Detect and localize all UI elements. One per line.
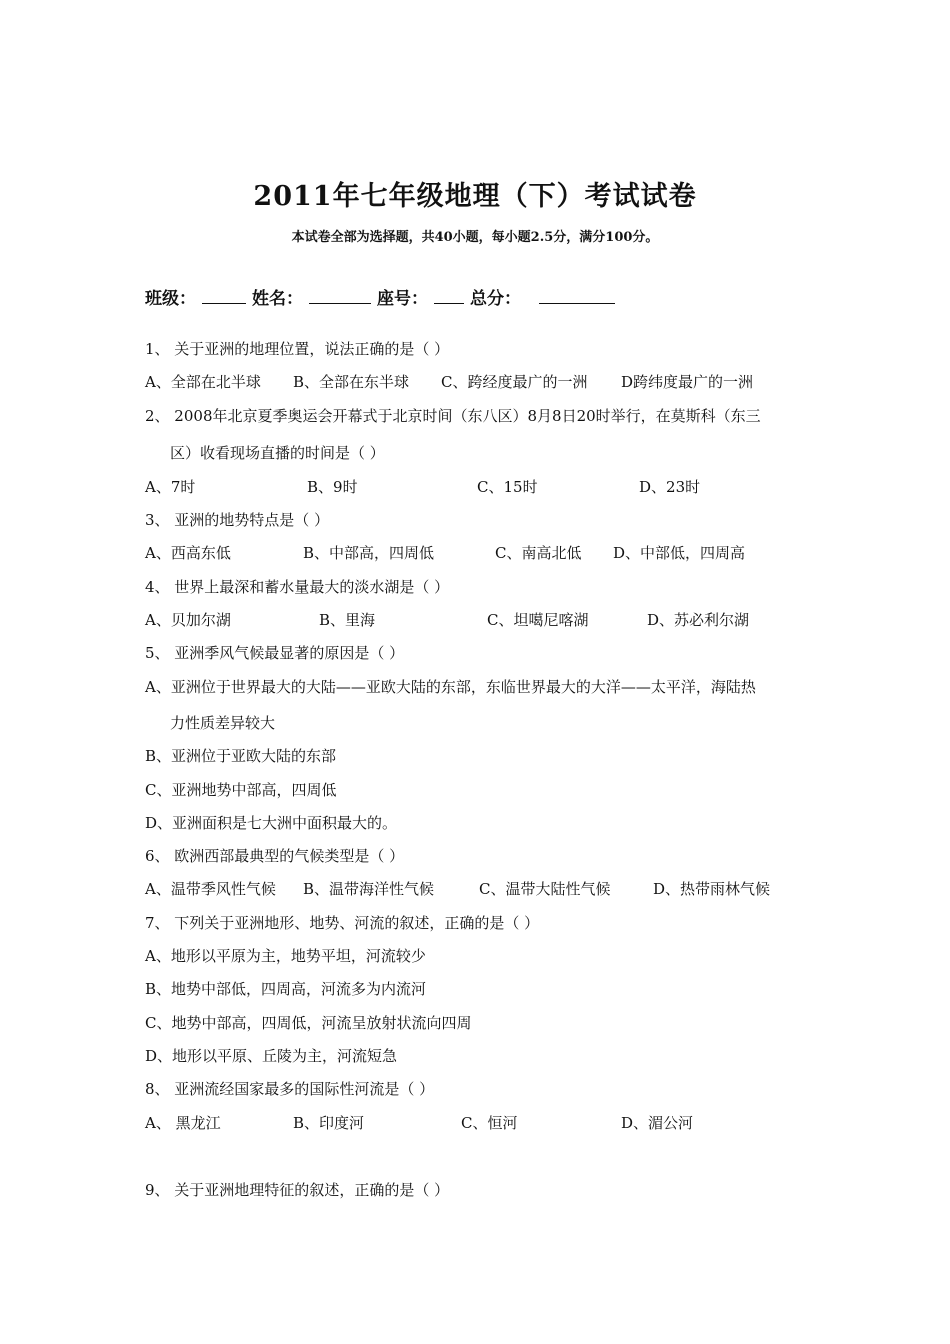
class-label: 班级： (145, 289, 196, 309)
name-label: 姓名： (252, 289, 303, 309)
score-label: 总分： (470, 289, 521, 309)
question-8-options (145, 1112, 845, 1132)
score-blank (539, 287, 615, 304)
name-blank (309, 287, 371, 304)
question-5-option-d: D、亚洲面积是七大洲中面积最大的。 (145, 814, 398, 832)
question-6-option-a: A、温带季风性气候 (145, 880, 276, 898)
question-1-stem: 1、 关于亚洲的地理位置，说法正确的是（ ） (145, 340, 450, 358)
question-4-option-b: B、里海 (319, 611, 376, 629)
question-4-option-c: C、坦噶尼喀湖 (487, 611, 589, 629)
question-6-option-c: C、温带大陆性气候 (479, 880, 611, 898)
question-8-stem: 8、 亚洲流经国家最多的国际性河流是（ ） (145, 1080, 435, 1098)
page-title: 2011年七年级地理（下）考试试卷 (253, 181, 697, 212)
question-2-option-a: A、7时 (145, 478, 196, 496)
question-5-option-a: A、亚洲位于世界最大的大陆——亚欧大陆的东部，东临世界最大的大洋——太平洋，海陆热 (145, 678, 756, 696)
question-3-option-a: A、西高东低 (145, 544, 231, 562)
question-5-option-c: C、亚洲地势中部高，四周低 (145, 781, 337, 799)
question-2-option-b: B、9时 (307, 478, 358, 496)
question-1-option-c: C、跨经度最广的一洲 (441, 373, 588, 391)
question-2-stem-cont: 区）收看现场直播的时间是（ ） (170, 444, 385, 462)
question-6-option-b: B、温带海洋性气候 (303, 880, 435, 898)
question-9-stem: 9、 关于亚洲地理特征的叙述，正确的是（ ） (145, 1181, 450, 1199)
question-8-option-a: A、 黑龙江 (145, 1114, 221, 1132)
question-7-option-c: C、地势中部高，四周低，河流呈放射状流向四周 (145, 1014, 472, 1032)
question-6-options (145, 878, 845, 898)
question-7-option-d: D、地形以平原、丘陵为主，河流短急 (145, 1047, 398, 1065)
exam-instructions: 本试卷全部为选择题，共40小题，每小题2.5分，满分100分。 (291, 230, 659, 245)
question-5-option-a-cont: 力性质差异较大 (170, 714, 276, 732)
question-8-option-b: B、印度河 (293, 1114, 365, 1132)
question-1-options (145, 371, 845, 391)
question-3-options (145, 542, 845, 562)
question-7-option-b: B、地势中部低，四周高，河流多为内流河 (145, 980, 427, 998)
question-5-stem: 5、 亚洲季风气候最显著的原因是（ ） (145, 644, 405, 662)
question-1-option-b: B、全部在东半球 (293, 373, 410, 391)
question-4-options (145, 609, 845, 629)
question-8-option-c: C、恒河 (461, 1114, 518, 1132)
question-4-option-d: D、苏必利尔湖 (647, 611, 750, 629)
seat-label: 座号： (377, 289, 428, 309)
question-6-option-d: D、热带雨林气候 (653, 880, 771, 898)
student-info-row (145, 284, 621, 309)
class-blank (202, 287, 246, 304)
question-6-stem: 6、 欧洲西部最典型的气候类型是（ ） (145, 847, 405, 865)
question-1-option-d: D跨纬度最广的一洲 (621, 373, 754, 391)
question-3-option-d: D、中部低，四周高 (613, 544, 746, 562)
question-3-option-b: B、中部高，四周低 (303, 544, 435, 562)
question-8-option-d: D、湄公河 (621, 1114, 694, 1132)
question-3-stem: 3、 亚洲的地势特点是（ ） (145, 511, 330, 529)
seat-blank (434, 287, 464, 304)
question-4-option-a: A、贝加尔湖 (145, 611, 231, 629)
question-2-options (145, 476, 845, 496)
question-2-option-c: C、15时 (477, 478, 538, 496)
question-2-stem: 2、 2008年北京夏季奥运会开幕式于北京时间（东八区）8月8日20时举行，在莫斯科（东三 (145, 407, 761, 425)
question-1-option-a: A、全部在北半球 (145, 373, 261, 391)
question-3-option-c: C、南高北低 (495, 544, 582, 562)
question-4-stem: 4、 世界上最深和蓄水量最大的淡水湖是（ ） (145, 578, 450, 596)
question-7-option-a: A、地形以平原为主，地势平坦，河流较少 (145, 947, 426, 965)
question-2-option-d: D、23时 (639, 478, 701, 496)
question-7-stem: 7、 下列关于亚洲地形、地势、河流的叙述，正确的是（ ） (145, 914, 540, 932)
question-5-option-b: B、亚洲位于亚欧大陆的东部 (145, 747, 337, 765)
